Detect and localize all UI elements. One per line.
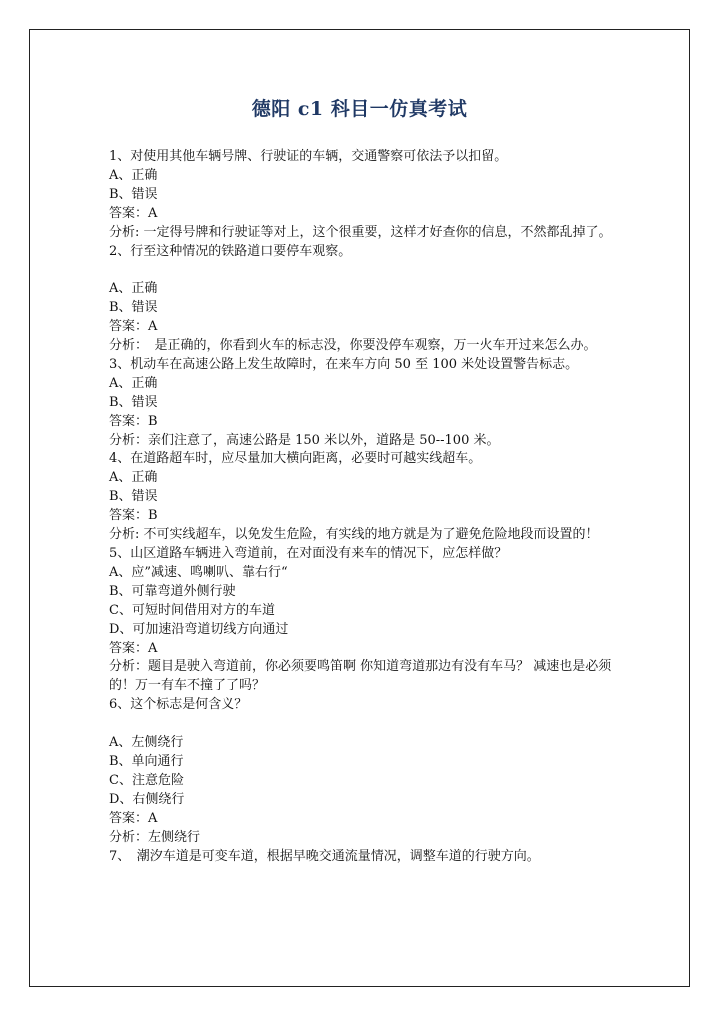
text-line: B、单向通行 — [109, 753, 184, 769]
text-line: 答案：A — [109, 205, 158, 221]
text-line: 分析: 一定得号牌和行驶证等对上，这个很重要，这样才好查你的信息，不然都乱掉了。 — [109, 224, 612, 240]
text-line: A、左侧绕行 — [109, 735, 184, 751]
text-line: D、可加速沿弯道切线方向通过 — [109, 621, 289, 637]
text-line: C、注意危险 — [109, 772, 184, 788]
text-line: B、错误 — [109, 186, 158, 202]
text-line — [109, 261, 629, 280]
text-line: B、错误 — [109, 489, 158, 505]
text-line: 2、行至这种情况的铁路道口要停车观察。 — [109, 243, 352, 259]
text-line: C、可短时间借用对方的车道 — [109, 602, 275, 618]
text-line: 答案：A — [109, 810, 158, 826]
document-title: 德阳 c1 科目一仿真考试 — [251, 98, 468, 120]
text-line: 分析：亲们注意了，高速公路是 150 米以外，道路是 50--100 米。 — [109, 432, 500, 448]
text-line: 答案：B — [109, 508, 158, 524]
text-line: A、正确 — [109, 167, 158, 183]
text-line — [109, 715, 629, 734]
text-line: 1、对使用其他车辆号牌、行驶证的车辆，交通警察可依法予以扣留。 — [109, 149, 508, 164]
text-line: B、错误 — [109, 394, 158, 410]
text-line: 答案：A — [109, 640, 158, 656]
text-line: D、右侧绕行 — [109, 791, 185, 807]
text-line: B、可靠弯道外侧行驶 — [109, 583, 236, 599]
text-line: A、正确 — [109, 281, 158, 297]
text-line: 5、山区道路车辆进入弯道前，在对面没有来车的情况下，应怎样做？ — [109, 546, 508, 562]
text-line: 3、机动车在高速公路上发生故障时，在来车方向 50 至 100 米处设置警告标志。 — [109, 356, 579, 372]
text-line: 分析：题目是驶入弯道前，你必须要鸣笛啊 你知道弯道那边有没有车马？ 减速也是必须的！万一有车不撞了了吗？ — [109, 659, 612, 694]
text-line: 答案：A — [109, 319, 158, 335]
text-line: B、错误 — [109, 300, 158, 316]
text-line: 7、 潮汐车道是可变车道，根据早晚交通流量情况，调整车道的行驶方向。 — [109, 848, 540, 864]
text-line: 分析： 是正确的，你看到火车的标志没，你要没停车观察，万一火车开过来怎么办。 — [109, 338, 597, 354]
text-line: A、正确 — [109, 375, 158, 391]
text-line: 6、这个标志是何含义？ — [109, 697, 248, 713]
text-line: 4、在道路超车时，应尽量加大横向距离，必要时可越实线超车。 — [109, 451, 482, 467]
text-line: 分析：左侧绕行 — [109, 829, 201, 845]
text-line: 分析: 不可实线超车，以免发生危险，有实线的地方就是为了避免危险地段而设置的！ — [109, 527, 599, 543]
text-line: A、正确 — [109, 470, 158, 486]
document-page — [29, 29, 690, 987]
text-line: A、应”减速、鸣喇叭、靠右行“ — [109, 564, 288, 580]
question-list — [109, 148, 629, 866]
text-line: 答案：B — [109, 413, 158, 429]
